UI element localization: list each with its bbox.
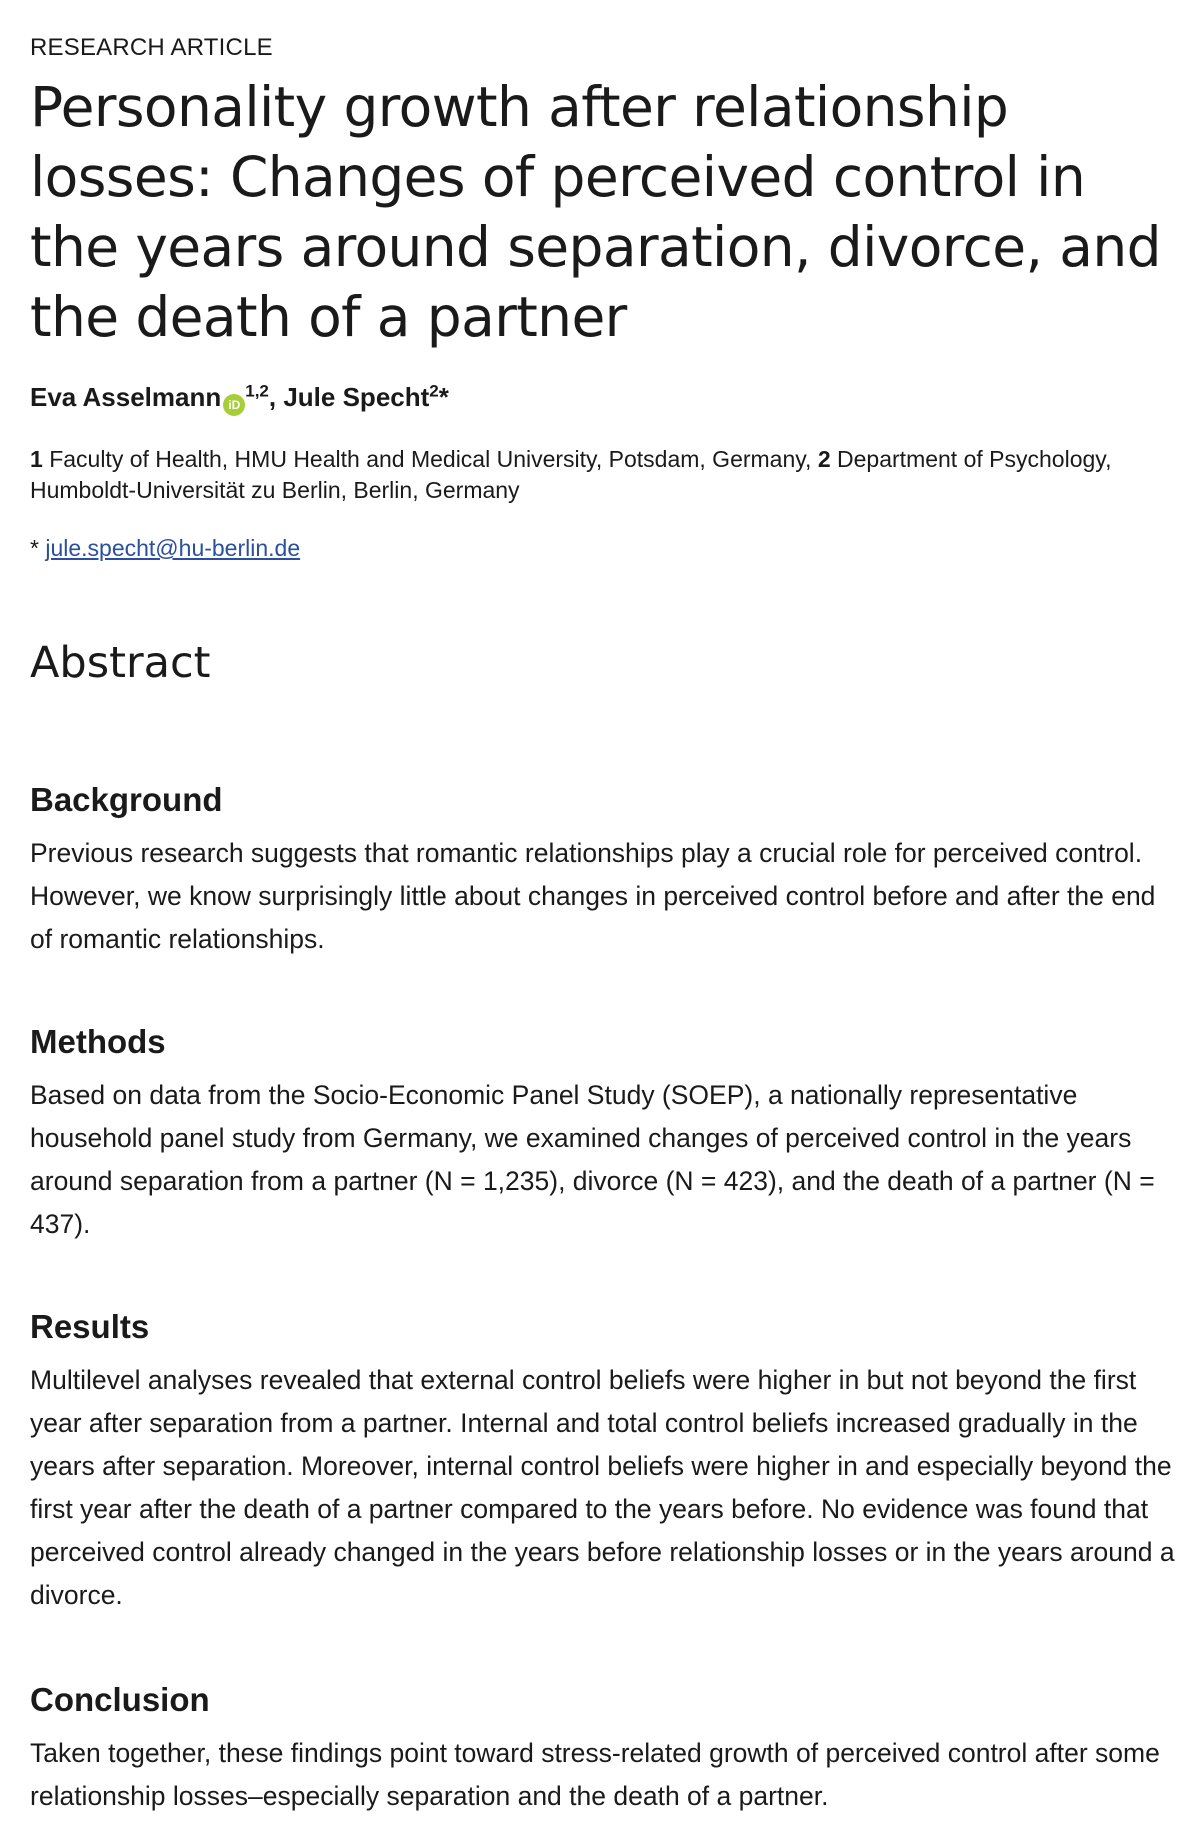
- orcid-icon[interactable]: iD: [223, 394, 245, 416]
- section-text: Based on data from the Socio-Economic Panel Study (SOEP), a nationally representative household panel study from Germany, we examined changes of perceived control in the years around separation from a partner (N = 1,235), divorce (N = 423), and the death of a partner (N = 437).: [30, 1080, 1155, 1239]
- article-title: Personality growth after relationship losses: Changes of perceived control in the years around separation, divorce, and the death of a partner: [30, 75, 1161, 349]
- author-list: [30, 382, 449, 416]
- abstract-background-section: [30, 780, 1180, 961]
- affiliations: [30, 444, 1180, 506]
- correspondence: [30, 535, 300, 562]
- affiliation-number: 1: [30, 446, 43, 472]
- section-heading: Methods: [30, 1023, 166, 1060]
- affiliation-text: Faculty of Health, HMU Health and Medical University, Potsdam, Germany,: [49, 446, 812, 472]
- section-text: Previous research suggests that romantic relationships play a crucial role for perceived control. However, we know surprisingly little about changes in perceived control before and after the end of romantic relationships.: [30, 838, 1156, 954]
- abstract-methods-section: [30, 1022, 1180, 1246]
- author-separator: ,: [268, 382, 284, 412]
- section-heading: Background: [30, 781, 223, 818]
- author-affiliation-marker: 2: [429, 381, 439, 401]
- abstract-heading: Abstract: [30, 638, 211, 688]
- section-text: Taken together, these findings point toward stress-related growth of perceived control after some relationship losses–especially separation and the death of a partner.: [30, 1738, 1160, 1811]
- correspondence-email-link[interactable]: jule.specht@hu-berlin.de: [45, 535, 301, 561]
- correspondence-marker: *: [30, 535, 46, 561]
- affiliation-text: Department of Psychology, Humboldt-Universität zu Berlin, Berlin, Germany: [30, 446, 1112, 503]
- section-text: Multilevel analyses revealed that external control beliefs were higher in but not beyond the first year after separation from a partner. Internal and total control beliefs increased gradually in the years after separation. Moreover, internal control beliefs were higher in and especially beyond the first year after the death of a partner compared to the years before. No evidence was found that perceived control already changed in the years before relationship losses or in the years around a divorce.: [30, 1365, 1175, 1610]
- author-name[interactable]: Eva Asselmann: [30, 382, 222, 412]
- section-heading: Results: [30, 1308, 150, 1345]
- section-heading: Conclusion: [30, 1681, 210, 1718]
- abstract-results-section: [30, 1307, 1180, 1617]
- author-name[interactable]: Jule Specht: [283, 382, 430, 412]
- affiliation-number: 2: [817, 446, 831, 472]
- article-type-label: RESEARCH ARTICLE: [30, 34, 273, 61]
- author-affiliation-marker: 1,2: [245, 381, 269, 401]
- abstract-conclusion-section: [30, 1680, 1180, 1818]
- corresponding-author-marker: *: [438, 382, 449, 412]
